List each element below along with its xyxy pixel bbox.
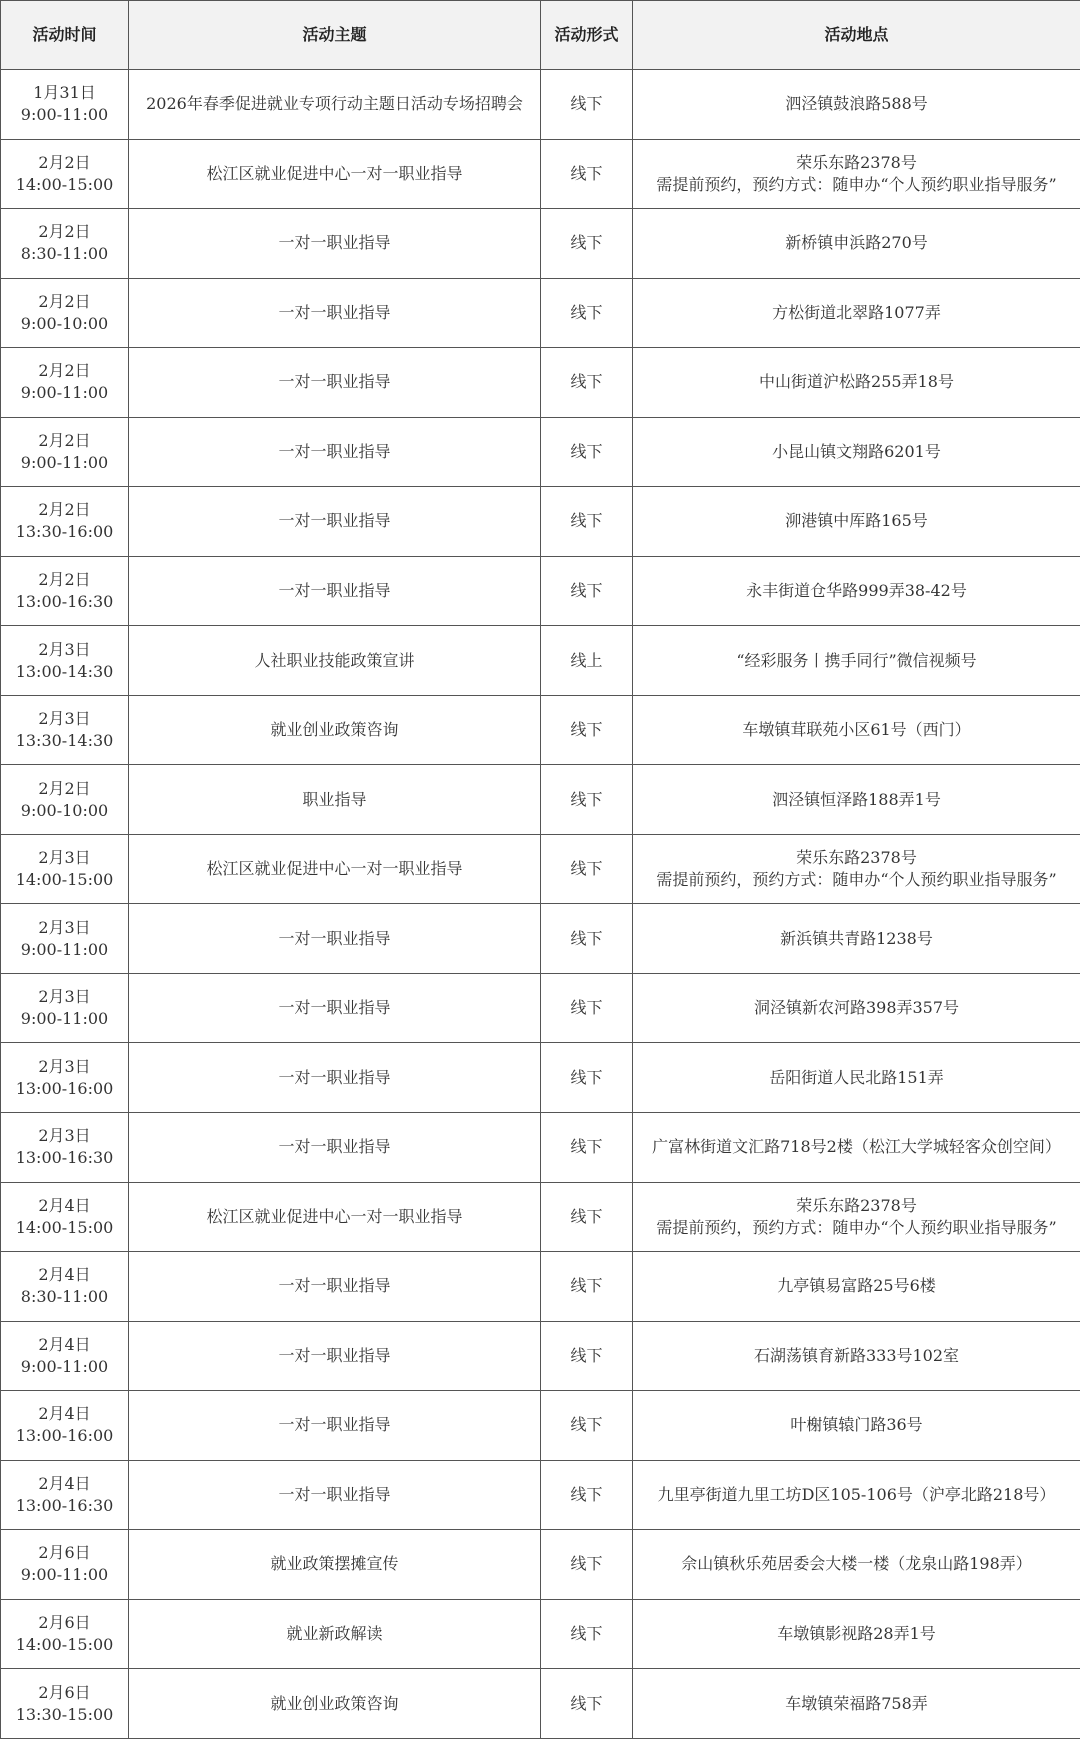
- cell-time: [1, 1112, 129, 1182]
- table-row: [1, 973, 1080, 1043]
- table-row: [1, 904, 1080, 974]
- location-address: 荣乐东路2378号: [796, 152, 917, 172]
- cell-time-range: 13:00-16:30: [15, 1148, 114, 1168]
- cell-topic: 一对一职业指导: [129, 348, 541, 418]
- cell-time-range: 13:00-16:00: [15, 1078, 114, 1098]
- location-address: 广富林街道文汇路718号2楼（松江大学城轻客众创空间）: [652, 1137, 1061, 1157]
- location-address: 荣乐东路2378号: [796, 1195, 917, 1215]
- location-address: 岳阳街道人民北路151弄: [769, 1067, 944, 1087]
- cell-date: 2月6日: [38, 1682, 91, 1702]
- header-row: [1, 1, 1080, 70]
- cell-topic: 就业新政解读: [129, 1599, 541, 1669]
- cell-topic: 一对一职业指导: [129, 973, 541, 1043]
- cell-topic: 人社职业技能政策宣讲: [129, 626, 541, 696]
- cell-location: [633, 626, 1080, 696]
- cell-topic: 一对一职业指导: [129, 904, 541, 974]
- cell-topic: 就业政策摆摊宣传: [129, 1530, 541, 1600]
- table-row: [1, 1391, 1080, 1461]
- cell-location: [633, 1321, 1080, 1391]
- table-row: [1, 417, 1080, 487]
- cell-format: 线下: [541, 417, 633, 487]
- cell-format: 线下: [541, 1321, 633, 1391]
- location-note: 需提前预约，预约方式：随申办“个人预约职业指导服务”: [656, 174, 1057, 194]
- cell-format: 线下: [541, 904, 633, 974]
- cell-topic: 一对一职业指导: [129, 1043, 541, 1113]
- cell-location: [633, 1391, 1080, 1461]
- location-address: 中山街道沪松路255弄18号: [759, 372, 954, 392]
- table-row: [1, 487, 1080, 557]
- cell-time: [1, 209, 129, 279]
- header-format: 活动形式: [541, 1, 633, 70]
- cell-time: [1, 70, 129, 140]
- table-row: [1, 834, 1080, 904]
- cell-date: 2月2日: [38, 291, 91, 311]
- cell-date: 2月6日: [38, 1612, 91, 1632]
- cell-time: [1, 1043, 129, 1113]
- cell-date: 2月3日: [38, 1056, 91, 1076]
- cell-date: 2月3日: [38, 639, 91, 659]
- cell-time-range: 9:00-10:00: [20, 800, 109, 820]
- cell-time: [1, 417, 129, 487]
- cell-time-range: 9:00-11:00: [20, 383, 109, 403]
- table-row: [1, 1669, 1080, 1739]
- cell-time-range: 13:00-14:30: [15, 661, 114, 681]
- cell-location: [633, 278, 1080, 348]
- header-location: 活动地点: [633, 1, 1080, 70]
- cell-date: 2月2日: [38, 500, 91, 520]
- cell-format: 线下: [541, 556, 633, 626]
- cell-date: 2月2日: [38, 222, 91, 242]
- location-address: 新浜镇共青路1238号: [780, 928, 933, 948]
- cell-date: 2月2日: [38, 361, 91, 381]
- cell-time: [1, 1599, 129, 1669]
- cell-topic: 职业指导: [129, 765, 541, 835]
- table-row: [1, 695, 1080, 765]
- location-note: 需提前预约，预约方式：随申办“个人预约职业指导服务”: [656, 1217, 1057, 1237]
- cell-time-range: 9:00-11:00: [20, 105, 109, 125]
- cell-topic: 一对一职业指导: [129, 1252, 541, 1322]
- cell-format: 线下: [541, 1669, 633, 1739]
- location-address: 永丰街道仓华路999弄38-42号: [746, 580, 967, 600]
- table-row: [1, 626, 1080, 696]
- location-address: 石湖荡镇育新路333号102室: [753, 1345, 960, 1365]
- table-row: [1, 1043, 1080, 1113]
- location-address: 方松街道北翠路1077弄: [772, 302, 941, 322]
- cell-time: [1, 765, 129, 835]
- cell-time: [1, 278, 129, 348]
- table-row: [1, 1321, 1080, 1391]
- location-address: 荣乐东路2378号: [796, 848, 917, 868]
- cell-time: [1, 626, 129, 696]
- cell-format: 线下: [541, 695, 633, 765]
- cell-format: 线下: [541, 209, 633, 279]
- table-row: [1, 348, 1080, 418]
- cell-location: [633, 1669, 1080, 1739]
- location-address: 新桥镇申浜路270号: [785, 233, 928, 253]
- cell-location: [633, 695, 1080, 765]
- cell-date: 2月4日: [38, 1265, 91, 1285]
- cell-topic: 一对一职业指导: [129, 1321, 541, 1391]
- cell-topic: 一对一职业指导: [129, 556, 541, 626]
- cell-topic: 2026年春季促进就业专项行动主题日活动专场招聘会: [129, 70, 541, 140]
- cell-topic: 一对一职业指导: [129, 417, 541, 487]
- cell-format: 线下: [541, 487, 633, 557]
- cell-date: 2月3日: [38, 1126, 91, 1146]
- location-address: 洞泾镇新农河路398弄357号: [753, 998, 960, 1018]
- cell-time: [1, 139, 129, 209]
- cell-time: [1, 348, 129, 418]
- cell-format: 线下: [541, 1460, 633, 1530]
- cell-time: [1, 1182, 129, 1252]
- cell-time-range: 13:30-15:00: [15, 1704, 114, 1724]
- cell-location: [633, 139, 1080, 209]
- cell-date: 2月6日: [38, 1543, 91, 1563]
- cell-date: 2月2日: [38, 778, 91, 798]
- location-address: 小昆山镇文翔路6201号: [772, 441, 941, 461]
- cell-date: 2月3日: [38, 987, 91, 1007]
- cell-time-range: 8:30-11:00: [20, 1287, 109, 1307]
- cell-location: [633, 765, 1080, 835]
- cell-location: [633, 70, 1080, 140]
- cell-date: 2月3日: [38, 848, 91, 868]
- cell-time: [1, 1252, 129, 1322]
- cell-time-range: 14:00-15:00: [15, 870, 114, 890]
- location-address: “经彩服务丨携手同行”微信视频号: [736, 650, 977, 670]
- cell-format: 线下: [541, 1391, 633, 1461]
- cell-time-range: 9:00-11:00: [20, 1009, 109, 1029]
- location-address: 车墩镇荣福路758弄: [785, 1693, 928, 1713]
- location-address: 车墩镇影视路28弄1号: [777, 1623, 936, 1643]
- cell-time-range: 13:00-16:30: [15, 1495, 114, 1515]
- location-address: 佘山镇秋乐苑居委会大楼一楼（龙泉山路198弄）: [681, 1554, 1032, 1574]
- cell-time: [1, 1391, 129, 1461]
- cell-time: [1, 904, 129, 974]
- cell-time-range: 13:00-16:30: [15, 591, 114, 611]
- cell-topic: 一对一职业指导: [129, 1391, 541, 1461]
- cell-time-range: 8:30-11:00: [20, 244, 109, 264]
- cell-format: 线下: [541, 70, 633, 140]
- cell-time-range: 14:00-15:00: [15, 1634, 114, 1654]
- cell-format: 线下: [541, 1599, 633, 1669]
- cell-format: 线下: [541, 973, 633, 1043]
- cell-location: [633, 1112, 1080, 1182]
- cell-location: [633, 487, 1080, 557]
- cell-topic: 一对一职业指导: [129, 1112, 541, 1182]
- cell-time: [1, 1460, 129, 1530]
- location-address: 泗泾镇恒泽路188弄1号: [772, 789, 941, 809]
- cell-date: 2月2日: [38, 152, 91, 172]
- table-row: [1, 1599, 1080, 1669]
- header-topic: 活动主题: [129, 1, 541, 70]
- table-row: [1, 765, 1080, 835]
- table-row: [1, 556, 1080, 626]
- cell-date: 2月4日: [38, 1473, 91, 1493]
- location-address: 叶榭镇辕门路36号: [790, 1415, 923, 1435]
- cell-topic: 松江区就业促进中心一对一职业指导: [129, 139, 541, 209]
- cell-time: [1, 1530, 129, 1600]
- cell-location: [633, 834, 1080, 904]
- cell-location: [633, 348, 1080, 418]
- cell-format: 线下: [541, 1252, 633, 1322]
- cell-topic: 就业创业政策咨询: [129, 1669, 541, 1739]
- cell-time: [1, 556, 129, 626]
- cell-date: 2月4日: [38, 1334, 91, 1354]
- cell-location: [633, 417, 1080, 487]
- location-address: 九亭镇易富路25号6楼: [777, 1276, 936, 1296]
- cell-format: 线下: [541, 1530, 633, 1600]
- location-address: 泖港镇中厍路165号: [785, 511, 928, 531]
- cell-time-range: 9:00-11:00: [20, 452, 109, 472]
- cell-date: 2月4日: [38, 1404, 91, 1424]
- cell-location: [633, 1460, 1080, 1530]
- table-row: [1, 1460, 1080, 1530]
- header-time: 活动时间: [1, 1, 129, 70]
- table-row: [1, 139, 1080, 209]
- cell-format: 线下: [541, 1182, 633, 1252]
- table-row: [1, 1530, 1080, 1600]
- cell-date: 2月2日: [38, 430, 91, 450]
- cell-location: [633, 556, 1080, 626]
- cell-topic: 一对一职业指导: [129, 278, 541, 348]
- location-address: 车墩镇茸联苑小区61号（西门）: [742, 720, 971, 740]
- table-row: [1, 278, 1080, 348]
- table-row: [1, 1252, 1080, 1322]
- cell-date: 2月4日: [38, 1195, 91, 1215]
- cell-time-range: 14:00-15:00: [15, 174, 114, 194]
- cell-time-range: 9:00-10:00: [20, 313, 109, 333]
- cell-location: [633, 973, 1080, 1043]
- cell-time-range: 14:00-15:00: [15, 1217, 114, 1237]
- table-row: [1, 1112, 1080, 1182]
- cell-location: [633, 1182, 1080, 1252]
- cell-date: 2月2日: [38, 569, 91, 589]
- cell-time: [1, 1669, 129, 1739]
- cell-format: 线下: [541, 278, 633, 348]
- cell-format: 线下: [541, 765, 633, 835]
- cell-time: [1, 834, 129, 904]
- table-body: [1, 70, 1080, 1739]
- cell-topic: 松江区就业促进中心一对一职业指导: [129, 1182, 541, 1252]
- cell-time-range: 9:00-11:00: [20, 1356, 109, 1376]
- cell-format: 线下: [541, 139, 633, 209]
- cell-format: 线下: [541, 1043, 633, 1113]
- cell-format: 线下: [541, 1112, 633, 1182]
- cell-format: 线上: [541, 626, 633, 696]
- cell-topic: 一对一职业指导: [129, 487, 541, 557]
- location-address: 九里亭街道九里工坊D区105-106号（沪亭北路218号）: [657, 1484, 1056, 1504]
- cell-time-range: 13:00-16:00: [15, 1426, 114, 1446]
- cell-time-range: 13:30-16:00: [15, 522, 114, 542]
- cell-time: [1, 695, 129, 765]
- cell-topic: 就业创业政策咨询: [129, 695, 541, 765]
- cell-topic: 一对一职业指导: [129, 209, 541, 279]
- cell-format: 线下: [541, 348, 633, 418]
- cell-location: [633, 1599, 1080, 1669]
- cell-date: 2月3日: [38, 917, 91, 937]
- table-row: [1, 209, 1080, 279]
- cell-time: [1, 487, 129, 557]
- location-address: 泗泾镇鼓浪路588号: [785, 94, 928, 114]
- cell-location: [633, 1530, 1080, 1600]
- cell-time-range: 9:00-11:00: [20, 939, 109, 959]
- cell-location: [633, 209, 1080, 279]
- cell-time-range: 13:30-14:30: [15, 731, 114, 751]
- cell-date: 1月31日: [33, 83, 96, 103]
- cell-time-range: 9:00-11:00: [20, 1565, 109, 1585]
- cell-topic: 松江区就业促进中心一对一职业指导: [129, 834, 541, 904]
- cell-format: 线下: [541, 834, 633, 904]
- cell-time: [1, 1321, 129, 1391]
- cell-location: [633, 904, 1080, 974]
- cell-location: [633, 1043, 1080, 1113]
- cell-location: [633, 1252, 1080, 1322]
- cell-time: [1, 973, 129, 1043]
- location-note: 需提前预约，预约方式：随申办“个人预约职业指导服务”: [656, 870, 1057, 890]
- table-row: [1, 1182, 1080, 1252]
- cell-date: 2月3日: [38, 709, 91, 729]
- cell-topic: 一对一职业指导: [129, 1460, 541, 1530]
- table-row: [1, 70, 1080, 140]
